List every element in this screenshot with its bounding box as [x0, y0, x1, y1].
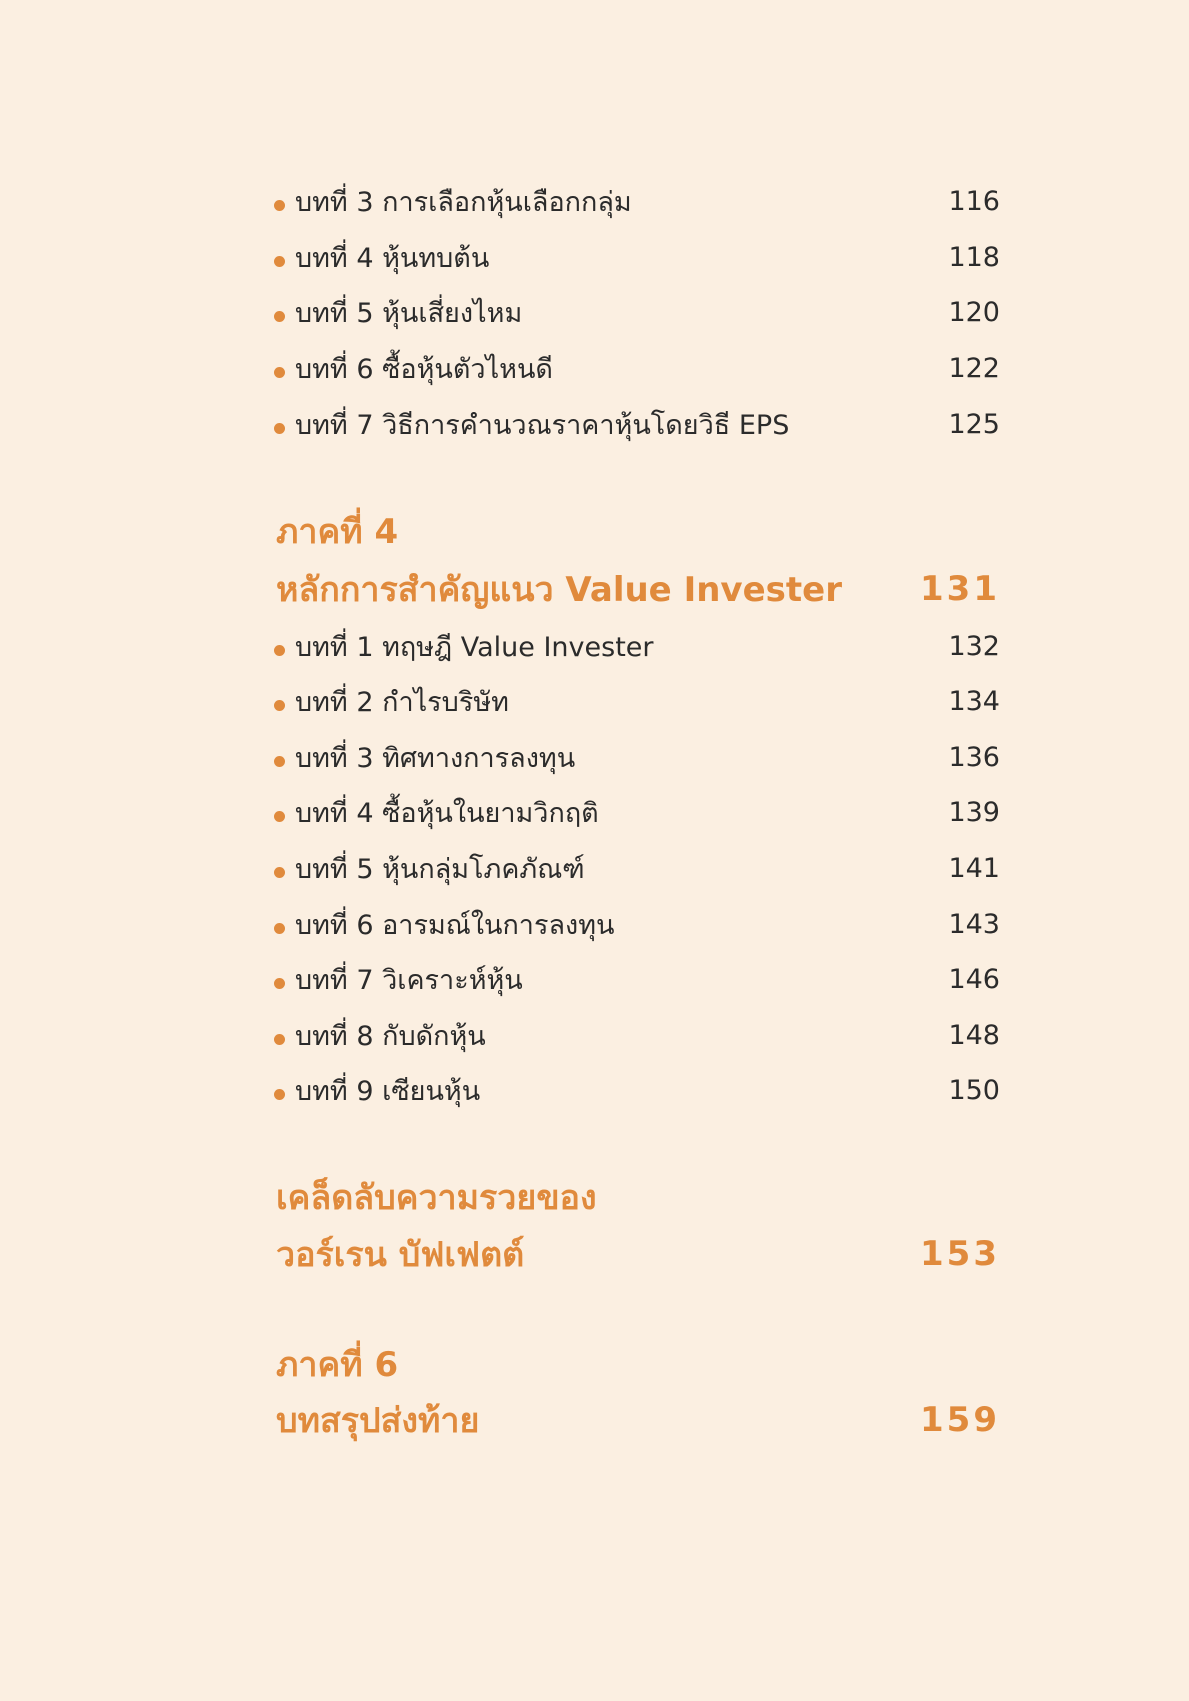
toc-entry [274, 784, 1000, 840]
chapter-title: ซื้อหุ้นในยามวิกฤติ [382, 797, 599, 829]
part4-title: หลักการสำคัญแนว Value Invester [276, 570, 842, 610]
chapter-title: เซียนหุ้น [382, 1075, 481, 1107]
page-number: 132 [948, 630, 1000, 662]
page-number: 150 [948, 1074, 1000, 1106]
bullet-icon [274, 700, 285, 711]
bullet-icon [274, 423, 285, 434]
chapter-number: บทที่ 7 [295, 409, 374, 441]
page-number: 143 [948, 908, 1000, 940]
chapter-title: หุ้นเสี่ยงไหม [382, 297, 523, 329]
chapter-number: บทที่ 6 [295, 353, 374, 385]
toc-entry [274, 1007, 1000, 1063]
toc-entry [274, 673, 1000, 729]
chapter-number: บทที่ 4 [295, 242, 374, 274]
chapter-number: บทที่ 5 [295, 297, 374, 329]
bullet-icon [274, 367, 285, 378]
bullet-icon [274, 200, 285, 211]
chapter-number: บทที่ 5 [295, 853, 374, 885]
secrets-page: 153 [920, 1234, 1000, 1274]
page-number: 122 [948, 352, 1000, 384]
chapter-number: บทที่ 1 [295, 631, 374, 663]
page-number: 125 [948, 408, 1000, 440]
section-heading [276, 1171, 1000, 1223]
toc-entry [274, 618, 1000, 674]
part6-label: ภาคที่ 6 [276, 1345, 399, 1385]
chapter-number: บทที่ 7 [295, 964, 374, 996]
toc-entry [274, 396, 1000, 452]
page-number: 134 [948, 685, 1000, 717]
bullet-icon [274, 811, 285, 822]
chapter-number: บทที่ 9 [295, 1075, 374, 1107]
toc-entry [274, 284, 1000, 340]
bullet-icon [274, 1034, 285, 1045]
part-heading [276, 1393, 1000, 1447]
chapter-number: บทที่ 2 [295, 686, 374, 718]
chapter-number: บทที่ 6 [295, 909, 374, 941]
bullet-icon [274, 256, 285, 267]
secrets-line2: วอร์เรน บัฟเฟตต์ [276, 1235, 525, 1275]
chapter-title: อารมณ์ในการลงทุน [382, 909, 615, 941]
secrets-line1: เคล็ดลับความรวยของ [276, 1178, 597, 1218]
chapter-title: วิเคราะห์หุ้น [382, 964, 523, 996]
bullet-icon [274, 645, 285, 656]
toc-entry [274, 340, 1000, 396]
bullet-icon [274, 311, 285, 322]
chapter-title: กับดักหุ้น [382, 1020, 486, 1052]
chapter-title: ทิศทางการลงทุน [382, 742, 576, 774]
page-number: 141 [948, 852, 1000, 884]
chapter-title: หุ้นทบต้น [382, 242, 490, 274]
page-number: 148 [948, 1019, 1000, 1051]
toc-entry [274, 729, 1000, 785]
chapter-title: กำไรบริษัท [382, 686, 509, 718]
chapter-title: ทฤษฎี Value Invester [382, 631, 654, 663]
toc-entry [274, 896, 1000, 952]
toc-entry [274, 1062, 1000, 1118]
part6-title: บทสรุปส่งท้าย [276, 1401, 480, 1441]
chapter-number: บทที่ 4 [295, 797, 374, 829]
chapter-title: การเลือกหุ้นเลือกกลุ่ม [382, 186, 632, 218]
toc-entry [274, 840, 1000, 896]
chapter-title: หุ้นกลุ่มโภคภัณฑ์ [382, 853, 585, 885]
bullet-icon [274, 867, 285, 878]
toc-entry [274, 173, 1000, 229]
toc-entry [274, 229, 1000, 285]
chapter-number: บทที่ 8 [295, 1020, 374, 1052]
part4-page: 131 [920, 569, 1000, 609]
part6-page: 159 [920, 1400, 1000, 1440]
part-heading [276, 561, 1000, 617]
bullet-icon [274, 923, 285, 934]
bullet-icon [274, 1089, 285, 1100]
part-label [276, 1338, 1000, 1390]
bullet-icon [274, 978, 285, 989]
chapter-title: ซื้อหุ้นตัวไหนดี [382, 353, 553, 385]
chapter-number: บทที่ 3 [295, 186, 374, 218]
chapter-title: วิธีการคำนวณราคาหุ้นโดยวิธี EPS [382, 409, 790, 441]
page-number: 118 [948, 241, 1000, 273]
section-heading [276, 1227, 1000, 1281]
page-number: 146 [948, 963, 1000, 995]
page-number: 136 [948, 741, 1000, 773]
part4-label: ภาคที่ 4 [276, 512, 399, 552]
part-label [276, 505, 1000, 557]
page-number: 139 [948, 796, 1000, 828]
bullet-icon [274, 756, 285, 767]
page-number: 116 [948, 185, 1000, 217]
toc-entry [274, 951, 1000, 1007]
chapter-number: บทที่ 3 [295, 742, 374, 774]
page-number: 120 [948, 296, 1000, 328]
